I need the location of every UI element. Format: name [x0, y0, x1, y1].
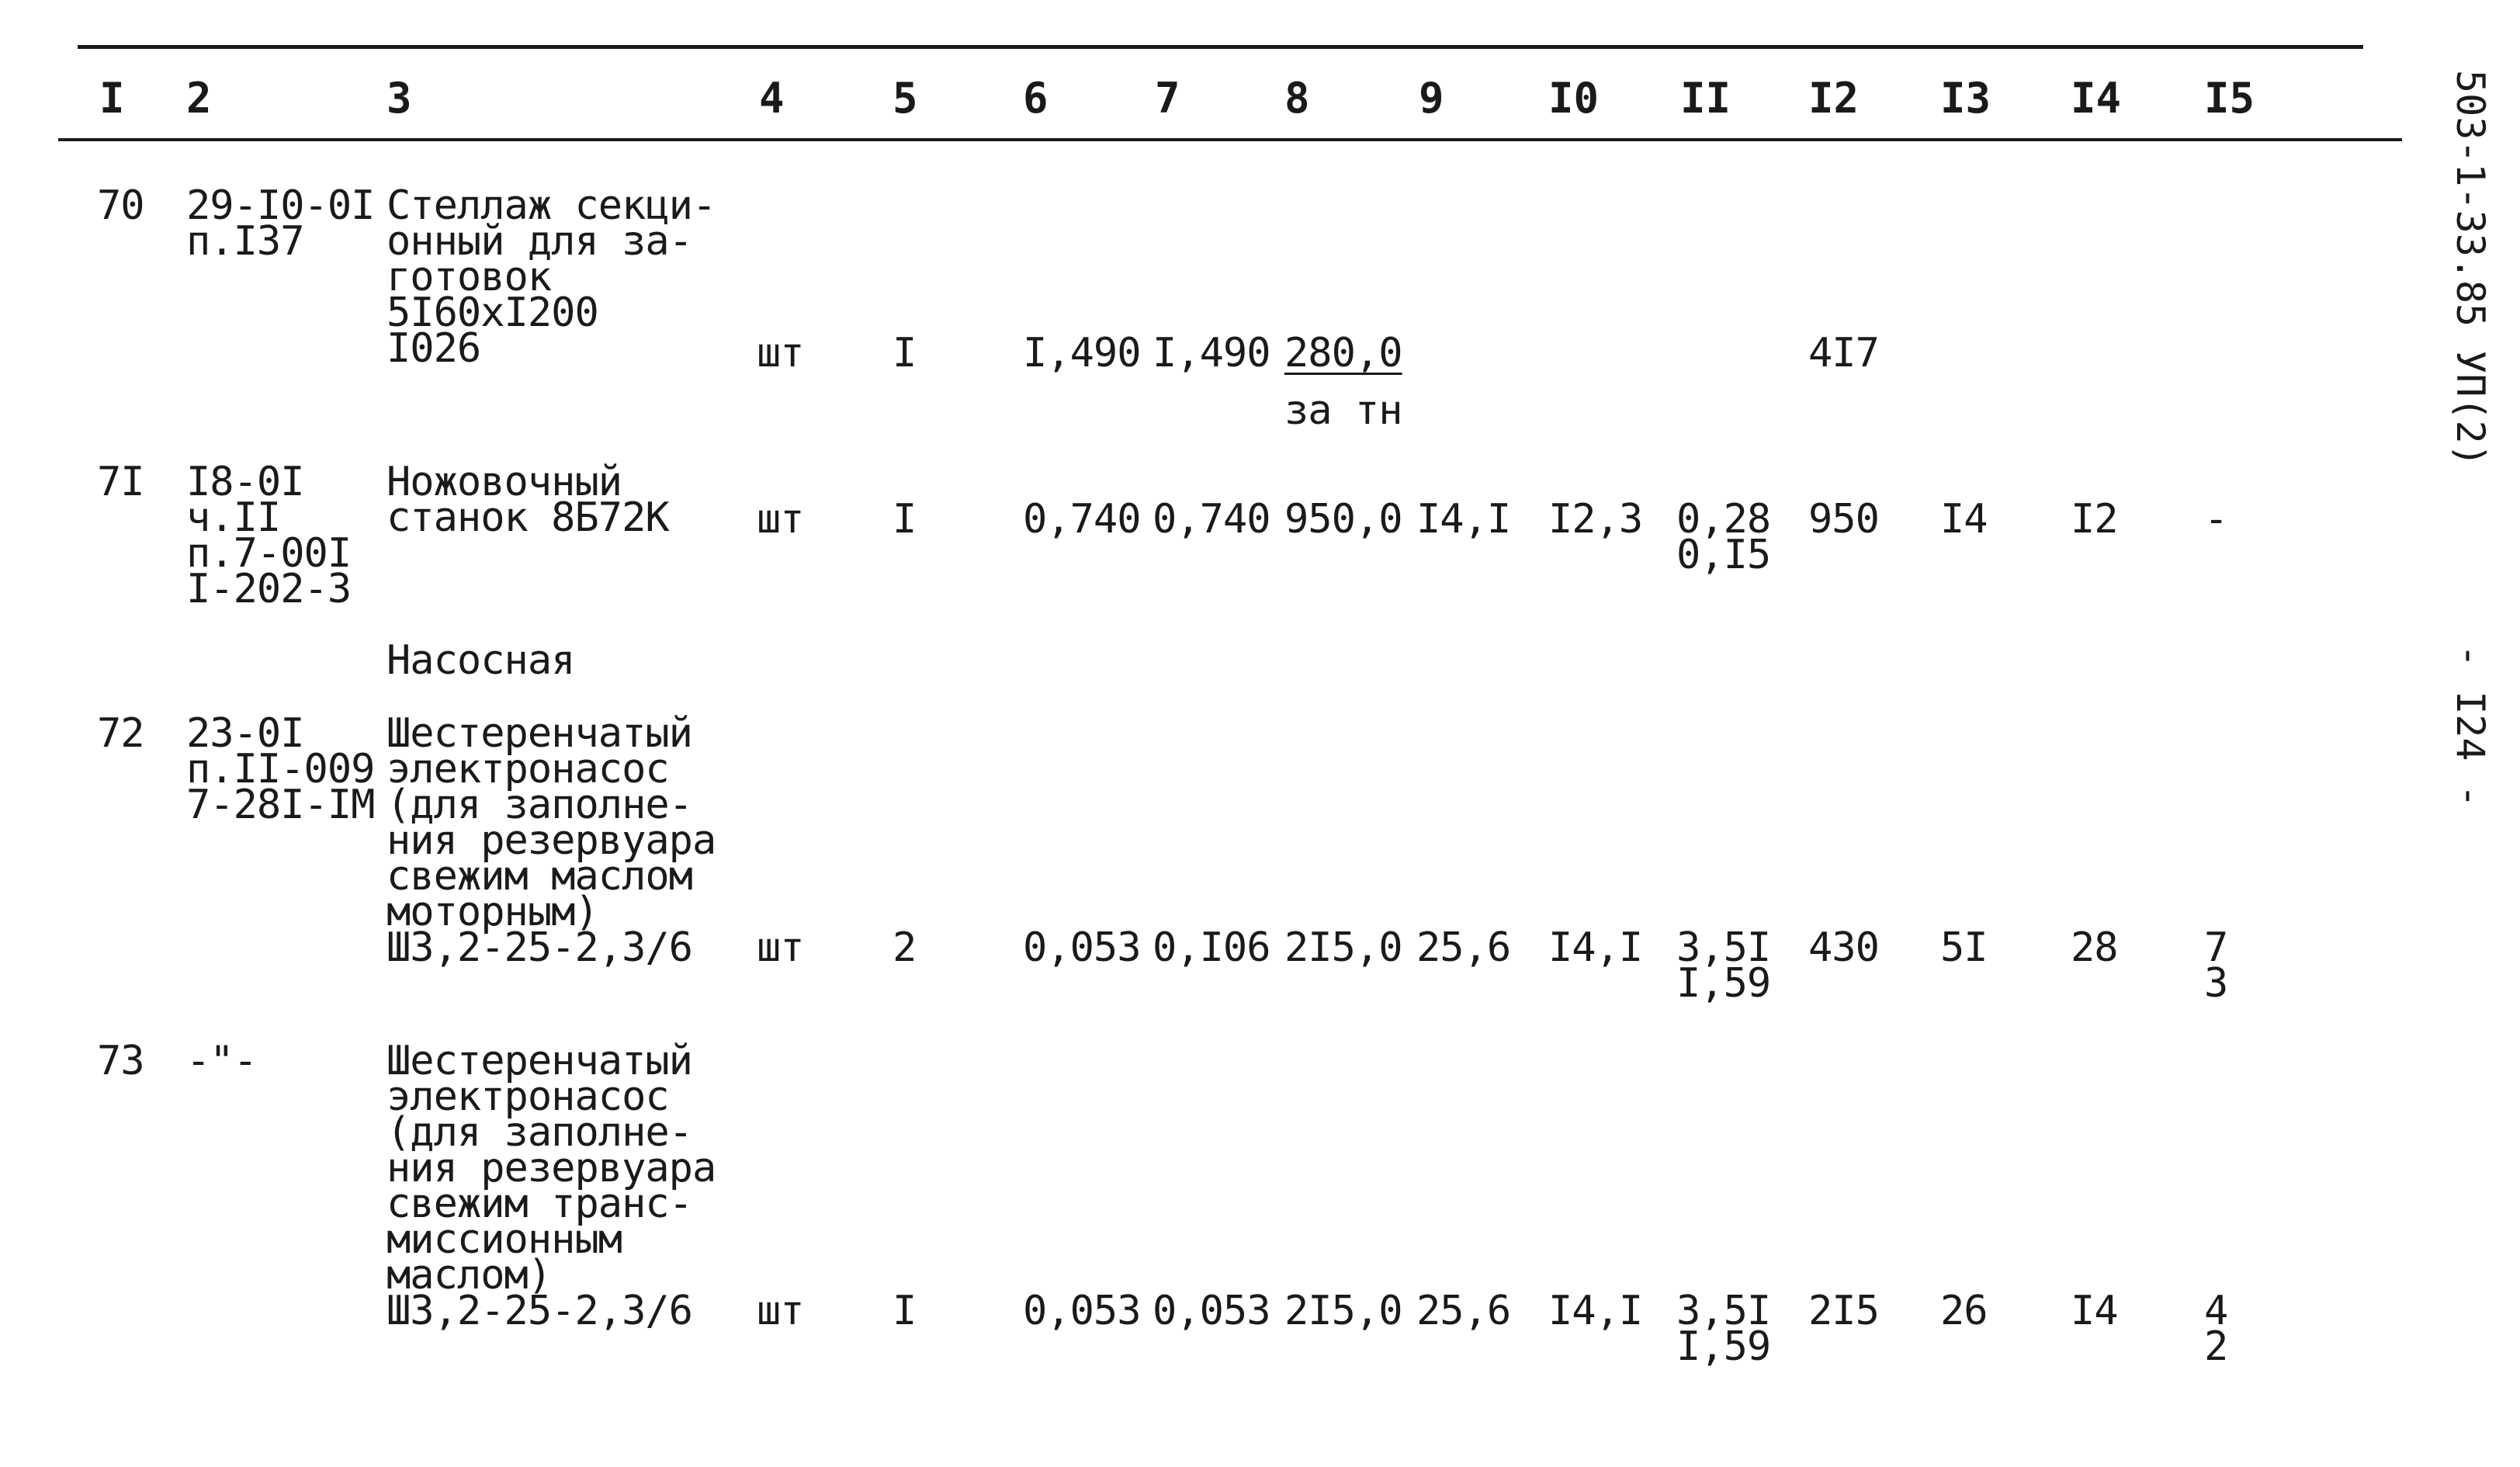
row-col-12: 950 — [1808, 496, 1879, 543]
row-item-name: Шестеренчатый электронасос (для заполне- ния резервуара свежим маслом моторным) Ш3,2-25-2,3/6 — [386, 710, 716, 971]
row-col-8: 2I5,0 — [1284, 924, 1402, 971]
row-col-10: I4,I — [1548, 924, 1643, 971]
row-unit: шт — [757, 1288, 804, 1334]
header-col-4: 4 — [759, 74, 785, 123]
row-col-9: I4,I — [1416, 496, 1511, 543]
row-col-6: 0,053 — [1023, 1288, 1141, 1334]
row-col-14: 28 — [2071, 924, 2118, 971]
row-col-14: I4 — [2071, 1288, 2118, 1334]
row-number: 73 — [97, 1038, 144, 1084]
row-unit: шт — [757, 496, 804, 543]
row-col-7: 0,I06 — [1153, 924, 1270, 971]
row-col-10: I2,3 — [1548, 496, 1643, 543]
row-unit: шт — [757, 330, 804, 376]
row-reference: I8-0I ч.II п.7-00I I-202-3 — [186, 459, 352, 612]
row-col-9: 25,6 — [1416, 1288, 1511, 1334]
header-col-12: I2 — [1808, 74, 1860, 123]
row-col-6: 0,053 — [1023, 924, 1141, 971]
page-number: - I24 - — [2448, 644, 2493, 808]
row-col-13: I4 — [1940, 496, 1988, 543]
row-item-name: Ножовочный станок 8Б72К — [386, 459, 669, 541]
row-col-11: 3,5I I,59 — [1676, 1288, 1771, 1370]
header-col-3: 3 — [386, 74, 412, 123]
row-col-8: 280,0 — [1284, 330, 1402, 376]
row-col-10: I4,I — [1548, 1288, 1643, 1334]
row-item-name: Шестеренчатый электронасос (для заполне- ния резервуара свежим транс- миссионным маслом) Ш3,2-25-2,3/6 — [386, 1038, 716, 1334]
row-col-12: 430 — [1808, 924, 1879, 971]
row-col-8: 950,0 — [1284, 496, 1402, 543]
row-col-8-note: за тн — [1284, 387, 1402, 434]
row-quantity: I — [893, 1288, 917, 1334]
header-col-5: 5 — [893, 74, 918, 123]
header-col-13: I3 — [1940, 74, 1991, 123]
row-number: 7I — [97, 459, 144, 505]
top-rule — [78, 45, 2363, 49]
section-heading: Насосная — [386, 637, 575, 684]
row-col-7: I,490 — [1153, 330, 1270, 376]
header-col-14: I4 — [2071, 74, 2122, 123]
row-col-7: 0,740 — [1153, 496, 1270, 543]
row-col-12: 2I5 — [1808, 1288, 1879, 1334]
header-col-2: 2 — [186, 74, 212, 123]
row-reference: -"- — [186, 1038, 257, 1084]
row-reference: 23-0I п.II-009 7-28I-IM — [186, 710, 375, 828]
header-col-11: II — [1680, 74, 1731, 123]
header-col-1: I — [99, 74, 125, 123]
row-col-13: 5I — [1940, 924, 1988, 971]
row-col-15: 7 3 — [2204, 924, 2228, 1007]
row-col-6: I,490 — [1023, 330, 1141, 376]
row-col-7: 0,053 — [1153, 1288, 1270, 1334]
row-quantity: I — [893, 330, 917, 376]
header-rule — [58, 138, 2402, 141]
header-col-15: I5 — [2204, 74, 2255, 123]
row-unit: шт — [757, 924, 804, 971]
row-item-name: Стеллаж секци- онный для за- готовок 5I60xI200 I026 — [386, 182, 716, 372]
row-col-15: 4 2 — [2204, 1288, 2228, 1370]
row-number: 72 — [97, 710, 144, 757]
row-col-9: 25,6 — [1416, 924, 1511, 971]
row-quantity: I — [893, 496, 917, 543]
header-col-8: 8 — [1284, 74, 1310, 123]
row-col-6: 0,740 — [1023, 496, 1141, 543]
header-col-7: 7 — [1155, 74, 1180, 123]
row-col-11: 0,28 0,I5 — [1676, 496, 1771, 578]
header-col-9: 9 — [1419, 74, 1444, 123]
row-col-14: I2 — [2071, 496, 2118, 543]
header-col-6: 6 — [1023, 74, 1049, 123]
row-col-13: 26 — [1940, 1288, 1988, 1334]
row-reference: 29-I0-0I п.I37 — [186, 182, 375, 265]
row-number: 70 — [97, 182, 144, 229]
row-col-15: - — [2204, 496, 2228, 543]
row-col-12: 4I7 — [1808, 330, 1879, 376]
row-quantity: 2 — [893, 924, 917, 971]
document-code: 503-1-33.85 УП(2) — [2448, 70, 2493, 467]
row-col-8: 2I5,0 — [1284, 1288, 1402, 1334]
row-col-11: 3,5I I,59 — [1676, 924, 1771, 1007]
header-col-10: I0 — [1548, 74, 1600, 123]
